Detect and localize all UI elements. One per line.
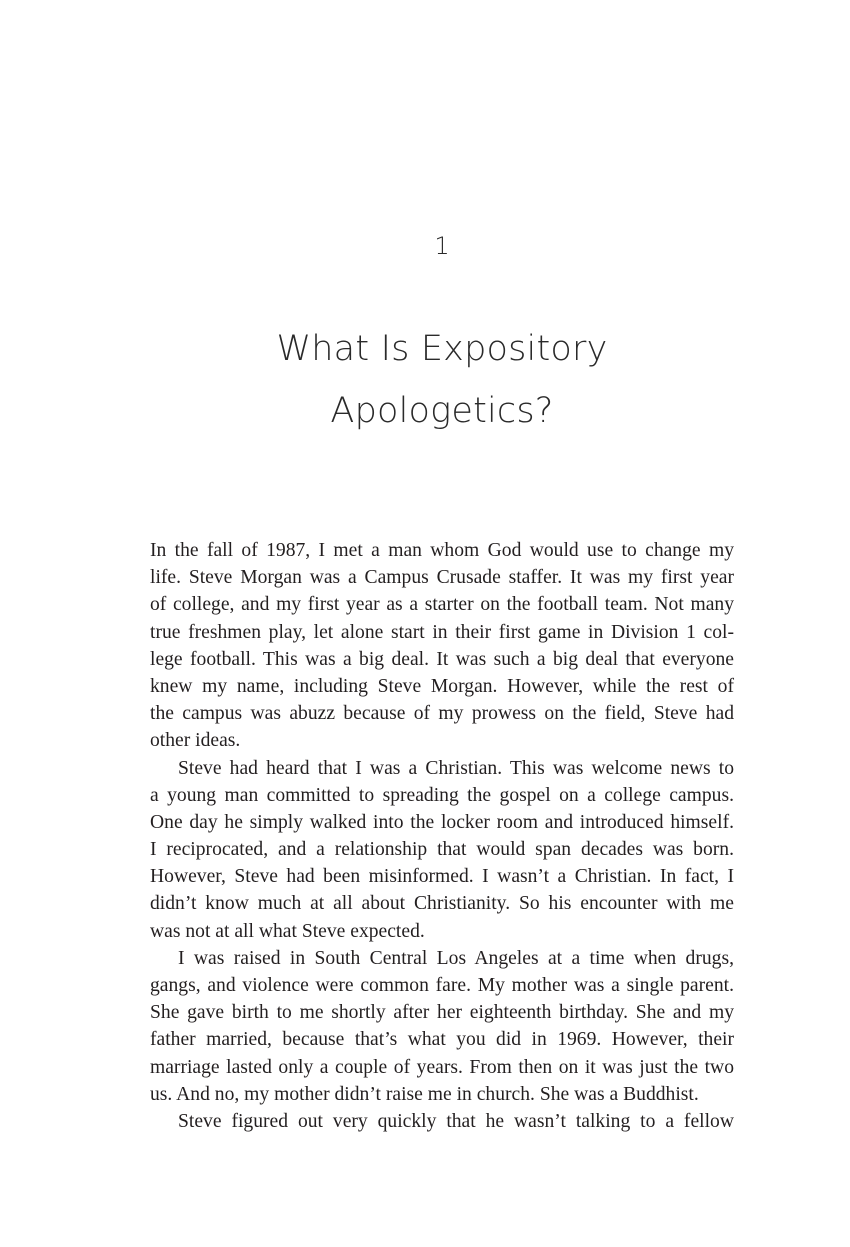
text-line: father married, because that’s what you did in 1969. However, their [150,1029,734,1051]
text-line: a young man committed to spreading the gospel on a college campus. [150,784,734,806]
text-line: marriage lasted only a couple of years. From then on it was just the two [150,1056,734,1078]
text-line: other ideas. [150,730,241,752]
text-line: Steve had heard that I was a Christian. This was welcome news to [178,757,734,779]
text-line: In the fall of 1987, I met a man whom God would use to change my [150,540,734,561]
paragraph [150,945,734,1108]
text-line: gangs, and violence were common fare. My mother was a single parent. [150,975,734,996]
chapter-body-text [150,537,734,1135]
chapter-number: 1 [434,232,450,260]
text-line: knew my name, including Steve Morgan. However, while the rest of [150,675,734,697]
text-line: However, Steve had been misinformed. I wasn’t a Christian. In fact, I [150,866,734,888]
text-line: of college, and my first year as a starter on the football team. Not many [150,594,734,616]
paragraph [150,755,734,945]
text-line: lege football. This was a big deal. It was such a big deal that everyone [150,648,734,670]
chapter-title-line: Apologetics? [330,391,554,431]
text-line: didn’t know much at all about Christianity. So his encounter with me [150,893,734,915]
text-line: She gave birth to me shortly after her eighteenth birthday. She and my [150,1002,734,1024]
text-line: One day he simply walked into the locker room and introduced himself. [150,811,734,833]
paragraph [150,537,734,755]
text-line: was not at all what Steve expected. [150,920,425,942]
text-line: true freshmen play, let alone start in their first game in Division 1 col- [150,621,734,643]
text-line: life. Steve Morgan was a Campus Crusade staffer. It was my first year [150,567,734,589]
text-line: the campus was abuzz because of my prowess on the field, Steve had [150,703,734,725]
chapter-title [0,318,850,442]
chapter-title-line: What Is Expository [276,329,608,369]
text-line: I was raised in South Central Los Angeles at a time when drugs, [178,947,734,969]
text-line: I reciprocated, and a relationship that would span decades was born. [150,839,734,861]
paragraph [150,1108,734,1135]
text-line: us. And no, my mother didn’t raise me in church. She was a Buddhist. [150,1083,699,1105]
text-line: Steve figured out very quickly that he wasn’t talking to a fellow [178,1110,734,1132]
